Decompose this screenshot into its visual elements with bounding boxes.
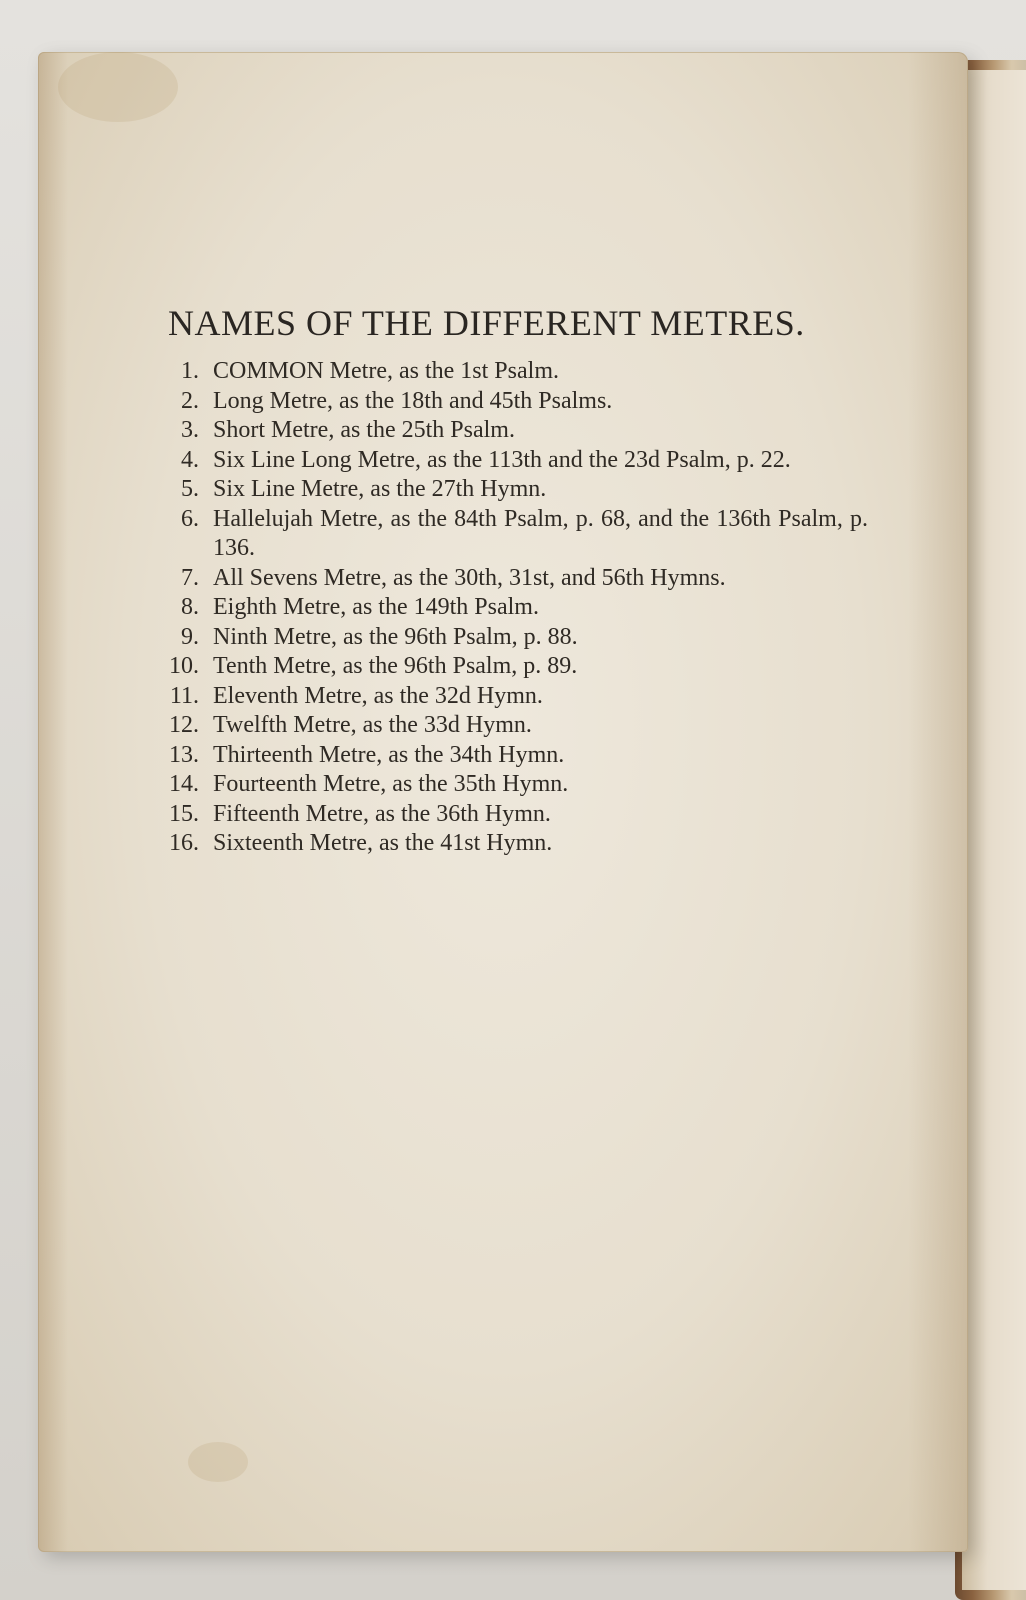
item-number: 2. xyxy=(181,387,199,414)
item-number: 11. xyxy=(169,682,199,709)
list-item xyxy=(148,682,868,712)
metre-list xyxy=(148,357,868,859)
book-page xyxy=(38,52,968,1552)
item-number: 5. xyxy=(181,476,199,502)
item-number: 9. xyxy=(181,623,199,650)
item-text: Fifteenth Metre, as the 36th Hymn. xyxy=(213,800,551,827)
item-text: Eleventh Metre, as the 32d Hymn. xyxy=(213,682,543,709)
item-number: 3. xyxy=(181,417,199,443)
item-text: Sixteenth Metre, as the 41st Hymn. xyxy=(213,830,553,856)
item-text: Long Metre, as the 18th and 45th Psalms. xyxy=(213,387,613,414)
item-number: 14. xyxy=(169,771,199,797)
list-item xyxy=(148,564,868,594)
item-number: 15. xyxy=(169,800,199,827)
item-number: 4. xyxy=(181,446,199,473)
item-text: Twelfth Metre, as the 33d Hymn. xyxy=(213,712,532,738)
item-text: Six Line Metre, as the 27th Hymn. xyxy=(213,476,547,502)
list-item xyxy=(148,387,868,417)
list-item xyxy=(148,505,868,564)
item-text: Ninth Metre, as the 96th Psalm, p. 88. xyxy=(213,623,578,650)
list-item xyxy=(148,800,868,830)
item-number: 8. xyxy=(181,594,199,620)
list-item xyxy=(148,446,868,476)
item-text: All Sevens Metre, as the 30th, 31st, and 56th Hymns. xyxy=(213,564,726,591)
item-number: 12. xyxy=(169,712,199,738)
item-number: 16. xyxy=(169,830,199,856)
item-number: 10. xyxy=(169,653,199,679)
item-number: 6. xyxy=(181,505,199,532)
list-item xyxy=(148,416,868,446)
list-item xyxy=(148,711,868,741)
item-number: 7. xyxy=(181,564,199,591)
item-text: COMMON Metre, as the 1st Psalm. xyxy=(213,358,559,384)
item-text: Tenth Metre, as the 96th Psalm, p. 89. xyxy=(213,653,578,679)
list-item xyxy=(148,475,868,505)
item-text: Short Metre, as the 25th Psalm. xyxy=(213,417,515,443)
list-item xyxy=(148,623,868,653)
list-item xyxy=(148,357,868,387)
item-text: Six Line Long Metre, as the 113th and the 23d Psalm, p. 22. xyxy=(213,446,791,473)
item-text: Thirteenth Metre, as the 34th Hymn. xyxy=(213,741,565,768)
item-text: Fourteenth Metre, as the 35th Hymn. xyxy=(213,771,569,797)
item-text: Eighth Metre, as the 149th Psalm. xyxy=(213,594,539,620)
list-item xyxy=(148,652,868,682)
facing-page-edge xyxy=(962,70,1026,1590)
page-edge-shading xyxy=(38,52,68,1552)
list-item xyxy=(148,593,868,623)
list-item xyxy=(148,741,868,771)
page-gutter-shading xyxy=(908,52,968,1552)
page-heading: NAMES OF THE DIFFERENT METRES. xyxy=(168,303,805,344)
paper-stain xyxy=(188,1442,248,1482)
paper-stain xyxy=(58,52,178,122)
item-number: 13. xyxy=(169,741,199,768)
item-text: Hallelujah Metre, as the 84th Psalm, p. 68, and the 136th Psalm, p. 136. xyxy=(213,505,868,561)
item-number: 1. xyxy=(181,358,199,384)
list-item xyxy=(148,770,868,800)
list-item xyxy=(148,829,868,859)
